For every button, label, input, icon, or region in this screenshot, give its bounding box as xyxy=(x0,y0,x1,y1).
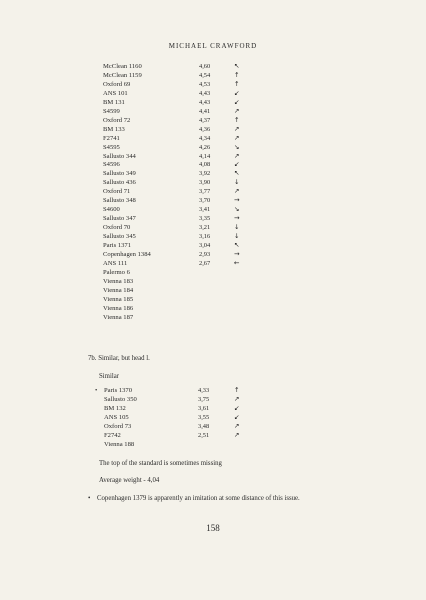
coin-collection-ref: McClean 1160 xyxy=(103,63,142,70)
coin-collection-ref: Oxford 73 xyxy=(104,422,132,430)
coin-collection-ref: S4596 xyxy=(103,161,120,169)
coin-collection-ref: Vienna 186 xyxy=(103,304,134,312)
die-axis-arrow-icon: ↖ xyxy=(234,62,240,70)
list-item xyxy=(0,386,426,395)
list-item xyxy=(0,241,426,250)
coin-collection-ref: S4595 xyxy=(103,143,120,151)
die-axis-arrow-icon: ↗ xyxy=(234,421,240,430)
die-axis-arrow-icon: ↓ xyxy=(234,232,240,241)
list-item xyxy=(0,431,426,440)
coin-weight: 4,53 xyxy=(199,80,211,88)
coin-collection-ref: Sallusto 350 xyxy=(104,395,137,403)
die-axis-arrow-icon: ↓ xyxy=(234,223,240,232)
coin-weight: 4,14 xyxy=(199,152,211,160)
list-item xyxy=(0,404,426,413)
coin-collection-ref: Sallusto 345 xyxy=(103,233,136,241)
die-axis-arrow-icon: ← xyxy=(234,258,240,267)
coin-weight: 4,08 xyxy=(199,161,211,169)
coin-weight: 3,55 xyxy=(198,413,210,421)
die-axis-arrow-icon: ↗ xyxy=(234,133,240,142)
die-axis-arrow-icon: ↖ xyxy=(234,169,240,178)
list-item xyxy=(0,422,426,431)
die-axis-arrow-icon: ↗ xyxy=(234,124,240,133)
coin-weight: 4,26 xyxy=(199,143,211,151)
coin-collection-ref: S4600 xyxy=(103,206,120,214)
list-item xyxy=(0,160,426,169)
list-item xyxy=(0,134,426,143)
coin-collection-ref: Copenhagen 1384 xyxy=(103,250,151,258)
coin-weight: 4,36 xyxy=(199,125,211,133)
die-axis-arrow-icon: ↙ xyxy=(234,97,240,106)
list-item xyxy=(0,304,426,313)
die-axis-arrow-icon: ↙ xyxy=(234,403,240,412)
note-standard: The top of the standard is sometimes missing xyxy=(99,460,222,467)
list-item xyxy=(0,62,426,71)
die-axis-arrow-icon: ↑ xyxy=(234,70,240,79)
coin-weight: 3,92 xyxy=(199,170,211,178)
coin-weight: 4,43 xyxy=(199,98,211,106)
list-item xyxy=(0,277,426,286)
list-item xyxy=(0,71,426,80)
coin-weight: 4,54 xyxy=(199,71,211,79)
coin-weight: 2,51 xyxy=(198,431,210,439)
coin-weight: 2,67 xyxy=(199,259,211,267)
list-item xyxy=(0,395,426,404)
coin-collection-ref: S4599 xyxy=(103,107,120,115)
coin-collection-ref: ANS 111 xyxy=(103,259,128,267)
die-axis-arrow-icon: ↘ xyxy=(234,142,240,151)
coin-collection-ref: Sallusto 347 xyxy=(103,215,136,223)
coin-collection-ref: Vienna 188 xyxy=(104,440,135,448)
die-axis-arrow-icon: ↓ xyxy=(234,178,240,187)
coin-weight: 4,60 xyxy=(199,63,211,70)
coin-collection-ref: BM 132 xyxy=(104,404,126,412)
list-item xyxy=(0,169,426,178)
coin-collection-ref: Paris 1370 xyxy=(104,387,133,394)
coin-weight: 3,90 xyxy=(199,179,211,187)
coin-weight: 4,37 xyxy=(199,116,211,124)
die-axis-arrow-icon: ↗ xyxy=(234,430,240,439)
running-header: MICHAEL CRAWFORD xyxy=(168,42,258,50)
list-item xyxy=(0,125,426,134)
coin-collection-ref: BM 133 xyxy=(103,125,125,133)
list-item xyxy=(0,295,426,304)
die-axis-arrow-icon: → xyxy=(234,214,240,223)
list-item xyxy=(0,440,426,449)
die-axis-arrow-icon: ↑ xyxy=(234,115,240,124)
list-item xyxy=(0,286,426,295)
list-item xyxy=(0,223,426,232)
die-axis-arrow-icon: ↗ xyxy=(234,187,240,196)
coin-collection-ref: McClean 1159 xyxy=(103,71,142,79)
coin-weight: 3,04 xyxy=(199,242,211,249)
die-axis-arrow-icon: ↑ xyxy=(234,386,240,394)
coin-collection-ref: BM 131 xyxy=(103,98,125,106)
coin-collection-ref: Vienna 184 xyxy=(103,286,134,294)
list-item xyxy=(0,143,426,152)
note-average-weight: Average weight - 4,04 xyxy=(99,477,160,484)
list-item xyxy=(0,152,426,161)
die-axis-arrow-icon: → xyxy=(234,196,240,205)
list-item xyxy=(0,178,426,187)
coin-collection-ref: Sallusto 436 xyxy=(103,179,136,187)
coin-weight: 3,77 xyxy=(199,188,211,196)
coin-collection-ref: Sallusto 348 xyxy=(103,197,136,205)
coin-collection-ref: Vienna 183 xyxy=(103,277,134,285)
die-axis-arrow-icon: ↗ xyxy=(234,394,240,403)
coin-weight: 3,16 xyxy=(199,233,211,241)
list-item xyxy=(0,268,426,277)
list-item xyxy=(0,187,426,196)
list-item xyxy=(0,259,426,268)
list-item xyxy=(0,232,426,241)
coin-collection-ref: Paris 1371 xyxy=(103,242,132,249)
coin-weight: 4,41 xyxy=(199,107,211,115)
list-item xyxy=(0,413,426,422)
coin-collection-ref: Palermo 6 xyxy=(103,268,130,276)
die-axis-arrow-icon: ↙ xyxy=(234,412,240,421)
list-item xyxy=(0,80,426,89)
die-axis-arrow-icon: ↖ xyxy=(234,241,240,249)
subheading: Similar xyxy=(99,373,120,380)
footnote: Copenhagen 1379 is apparently an imitation at some distance of this issue. xyxy=(97,495,300,502)
list-item xyxy=(0,196,426,205)
coin-weight: 3,35 xyxy=(199,215,211,223)
coin-collection-ref: Sallusto 344 xyxy=(103,152,136,160)
coin-collection-ref: F2741 xyxy=(103,134,120,142)
die-axis-arrow-icon: ↙ xyxy=(234,88,240,97)
coin-weight: 3,41 xyxy=(199,206,211,214)
coin-weight: 3,61 xyxy=(198,404,210,412)
coin-weight: 2,93 xyxy=(199,250,211,258)
list-item xyxy=(0,250,426,259)
coin-weight: 3,70 xyxy=(199,197,211,205)
coin-collection-ref: F2742 xyxy=(104,431,121,439)
page-number: 158 xyxy=(206,523,220,533)
die-axis-arrow-icon: ↑ xyxy=(234,79,240,88)
coin-collection-ref: Vienna 185 xyxy=(103,295,134,303)
list-item xyxy=(0,116,426,125)
die-axis-arrow-icon: ↙ xyxy=(234,160,240,169)
coin-collection-ref: Vienna 187 xyxy=(103,313,134,321)
coin-weight: 3,48 xyxy=(198,422,210,430)
list-item xyxy=(0,205,426,214)
list-item xyxy=(0,89,426,98)
coin-collection-ref: Sallusto 349 xyxy=(103,170,136,178)
coin-collection-ref: ANS 105 xyxy=(104,413,129,421)
item-bullet: • xyxy=(95,387,98,394)
coin-weight: 4,33 xyxy=(198,387,210,394)
list-item xyxy=(0,107,426,116)
list-item xyxy=(0,313,426,322)
die-axis-arrow-icon: ↗ xyxy=(234,106,240,115)
coin-weight: 3,75 xyxy=(198,395,210,403)
list-item xyxy=(0,214,426,223)
coin-collection-ref: Oxford 71 xyxy=(103,188,131,196)
die-axis-arrow-icon: → xyxy=(234,249,240,258)
coin-weight: 4,43 xyxy=(199,89,211,97)
coin-collection-ref: Oxford 70 xyxy=(103,224,131,232)
coin-weight: 4,34 xyxy=(199,134,211,142)
coin-collection-ref: ANS 101 xyxy=(103,89,128,97)
section-heading: 7b. Similar, but head l. xyxy=(88,355,150,362)
footnote-marker: • xyxy=(88,495,91,502)
list-item xyxy=(0,98,426,107)
coin-collection-ref: Oxford 69 xyxy=(103,80,131,88)
die-axis-arrow-icon: ↗ xyxy=(234,151,240,160)
coin-collection-ref: Oxford 72 xyxy=(103,116,131,124)
coin-weight: 3,21 xyxy=(199,224,211,232)
die-axis-arrow-icon: ↘ xyxy=(234,205,240,214)
